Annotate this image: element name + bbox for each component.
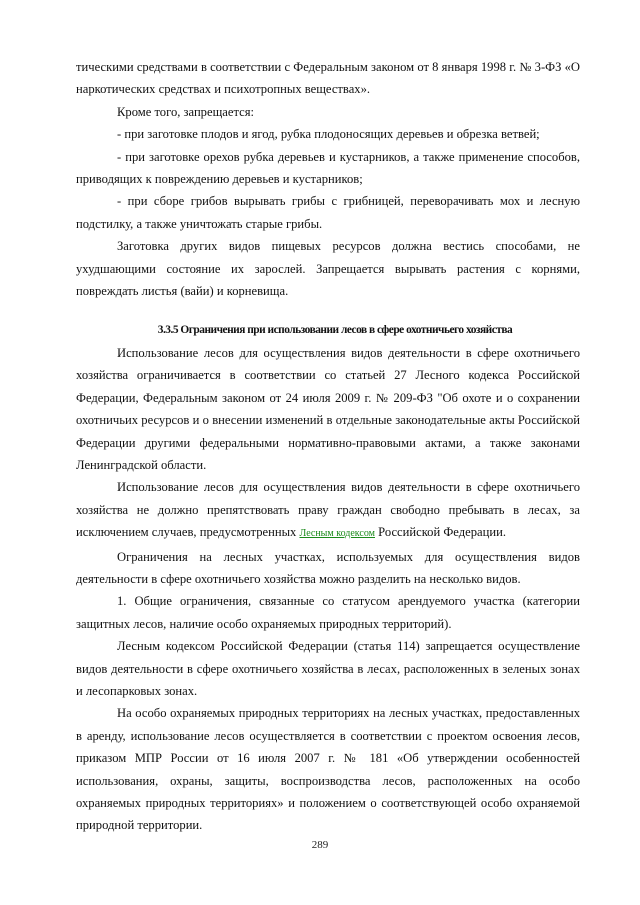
paragraph-0: тическими средствами в соответствии с Федеральным законом от 8 января 1998 г. № 3-ФЗ «О наркотических средствах и психотропных веществах». [76,60,580,97]
paragraph-6: Использование лесов для осуществления видов деятельности в сфере охотничьего хозяйства ограничивается в соответствии со статьей 27 Лесного кодекса Российской Федерации, Федеральным законом от 24 июля 2009 г. № 209-ФЗ "Об охоте и о сохранении охотничьих ресурсов и о внесении изменений в отдельные законодательные акты Российской Федерации другими федеральными нормативно-правовыми актами, а также законами Ленинградской области. [76,345,580,472]
paragraph-9: 1. Общие ограничения, связанные со статусом арендуемого участка (категории защитных лесов, наличие особо охраняемых природных территорий). [76,594,580,631]
paragraph-8: Ограничения на лесных участках, используемых для осуществления видов деятельности в сфере охотничьего хозяйства можно разделить на несколько видов. [76,549,580,586]
paragraph-11: На особо охраняемых природных территориях на лесных участках, предоставленных в аренду, использование лесов осуществляется в соответствии с проектом освоения лесов, приказом МПР России от 16 июля 2007 г. № 181 «Об утверждении особенностей использования, охраны, защиты, воспроизводства лесов, расположенных на особо охраняемых природных территориях» и положением о соответствующей особо охраняемой природной территории. [76,706,580,833]
forest-code-link[interactable]: Лесным кодексом [299,528,375,540]
paragraph-7-text-start: Использование лесов для осуществления видов деятельности в сфере охотничьего хозяйства не должно препятствовать праву граждан свободно пребывать в лесах, за исключением случаев, предусмотренных [76,480,580,540]
paragraph-1: Кроме того, запрещается: [117,104,254,119]
page-number: 289 [311,839,329,851]
document-body [76,56,580,837]
paragraph-7 [76,476,580,545]
paragraph-7-text-end: Российской Федерации. [375,525,506,540]
section-heading: 3.3.5 Ограничения при использовании лесов в сфере охотничьего хозяйства [157,324,513,337]
paragraph-3: - при заготовке орехов рубка деревьев и кустарников, а также применение способов, приводящих к повреждению деревьев и кустарников; [76,149,580,187]
paragraph-2: - при заготовке плодов и ягод, рубка плодоносящих деревьев и обрезка ветвей; [117,127,540,142]
paragraph-5: Заготовка других видов пищевых ресурсов должна вестись способами, не ухудшающими состояние их зарослей. Запрещается вырывать растения с корнями, повреждать листья (вайи) и корневища. [76,239,580,299]
paragraph-10: Лесным кодексом Российской Федерации (статья 114) запрещается осуществление видов деятельности в сфере охотничьего хозяйства в лесах, расположенных в зеленых зонах и лесопарковых зонах. [76,639,580,698]
paragraph-4: - при сборе грибов вырывать грибы с грибницей, переворачивать мох и лесную подстилку, а также уничтожать старые грибы. [76,194,580,231]
